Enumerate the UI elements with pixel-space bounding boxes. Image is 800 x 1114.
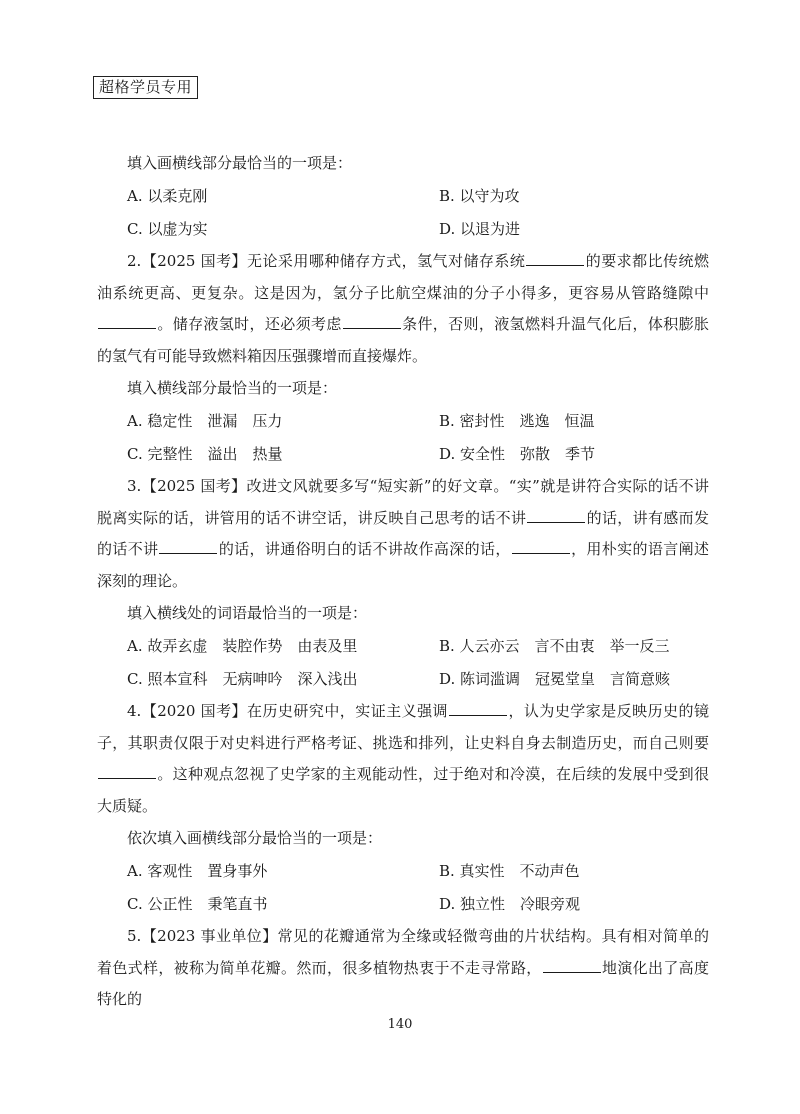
answer-blank (526, 250, 584, 266)
q3-prompt: 填入横线处的词语最恰当的一项是： (127, 604, 368, 622)
q3-option-c: C. 照本宣科 无病呻吟 深入浅出 (127, 670, 358, 688)
q2-prompt: 填入横线部分最恰当的一项是： (127, 379, 338, 397)
q4-option-b: B. 真实性 不动声色 (439, 862, 580, 880)
q3-options (97, 630, 739, 696)
answer-blank (343, 313, 401, 329)
q1-option-c: C. 以虚为实 (127, 220, 208, 238)
page-number: 140 (387, 1017, 413, 1032)
q3-stem: 3.【2025 国考】改进文风就要多写“短实新”的好文章。“实”就是讲符合实际的话不讲脱离实际的话，讲管用的话不讲空话，讲反映自己思考的话不讲 的话，讲有感而发的话不讲 的话，讲通俗明白的话不讲故作高深的话， ，用朴实的语言阐述深刻的理论。 (97, 477, 709, 590)
answer-blank (98, 313, 156, 329)
q3-option-d: D. 陈词滥调 冠冕堂皇 言简意赅 (439, 670, 671, 688)
q1-prompt: 填入画横线部分最恰当的一项是： (127, 154, 353, 172)
q1-option-d: D. 以退为进 (439, 220, 521, 238)
answer-blank (98, 763, 156, 779)
q2-options (97, 405, 739, 471)
q4-options (97, 855, 739, 921)
student-only-stamp: 超格学员专用 (93, 76, 198, 99)
answer-blank (543, 957, 601, 973)
q2-option-b: B. 密封性 逃逸 恒温 (439, 412, 595, 430)
q4-option-d: D. 独立性 冷眼旁观 (439, 895, 581, 913)
page-content (97, 147, 709, 1016)
answer-blank (512, 538, 570, 554)
q2-option-d: D. 安全性 弥散 季节 (439, 445, 596, 463)
q2-option-c: C. 完整性 溢出 热量 (127, 445, 283, 463)
q2-stem: 2.【2025 国考】无论采用哪种储存方式，氢气对储存系统 的要求都比传统燃油系统更高、更复杂。这是因为，氢分子比航空煤油的分子小得多，更容易从管路缝隙中。储存液氢时，还必须考虑 条件，否则，液氢燃料升温气化后，体积膨胀的氢气有可能导致燃料箱因压强骤增而直接爆炸。 (97, 252, 709, 365)
q4-prompt: 依次填入画横线部分最恰当的一项是： (127, 829, 383, 847)
q2-option-a: A. 稳定性 泄漏 压力 (127, 412, 283, 430)
q4-option-a: A. 客观性 置身事外 (127, 862, 268, 880)
answer-blank (159, 538, 217, 554)
q4-stem: 4.【2020 国考】在历史研究中，实证主义强调 ，认为史学家是反映历史的镜子，其职责仅限于对史料进行严格考证、挑选和排列，让史料自身去制造历史，而自己则要。这种观点忽视了史学家的主观能动性，过于绝对和冷漠，在后续的发展中受到很大质疑。 (97, 702, 709, 815)
answer-blank (527, 507, 585, 523)
q5-stem: 5.【2023 事业单位】常见的花瓣通常为全缘或轻微弯曲的片状结构。具有相对简单的着色式样，被称为简单花瓣。然而，很多植物热衷于不走寻常路， 地演化出了高度特化的 (97, 927, 709, 1008)
answer-blank (449, 700, 507, 716)
q3-option-b: B. 人云亦云 言不由衷 举一反三 (439, 637, 670, 655)
q1-option-b: B. 以守为攻 (439, 187, 520, 205)
q1-options (97, 180, 739, 246)
q3-option-a: A. 故弄玄虚 装腔作势 由表及里 (127, 637, 358, 655)
q4-option-c: C. 公正性 秉笔直书 (127, 895, 268, 913)
q1-option-a: A. 以柔克刚 (127, 187, 208, 205)
